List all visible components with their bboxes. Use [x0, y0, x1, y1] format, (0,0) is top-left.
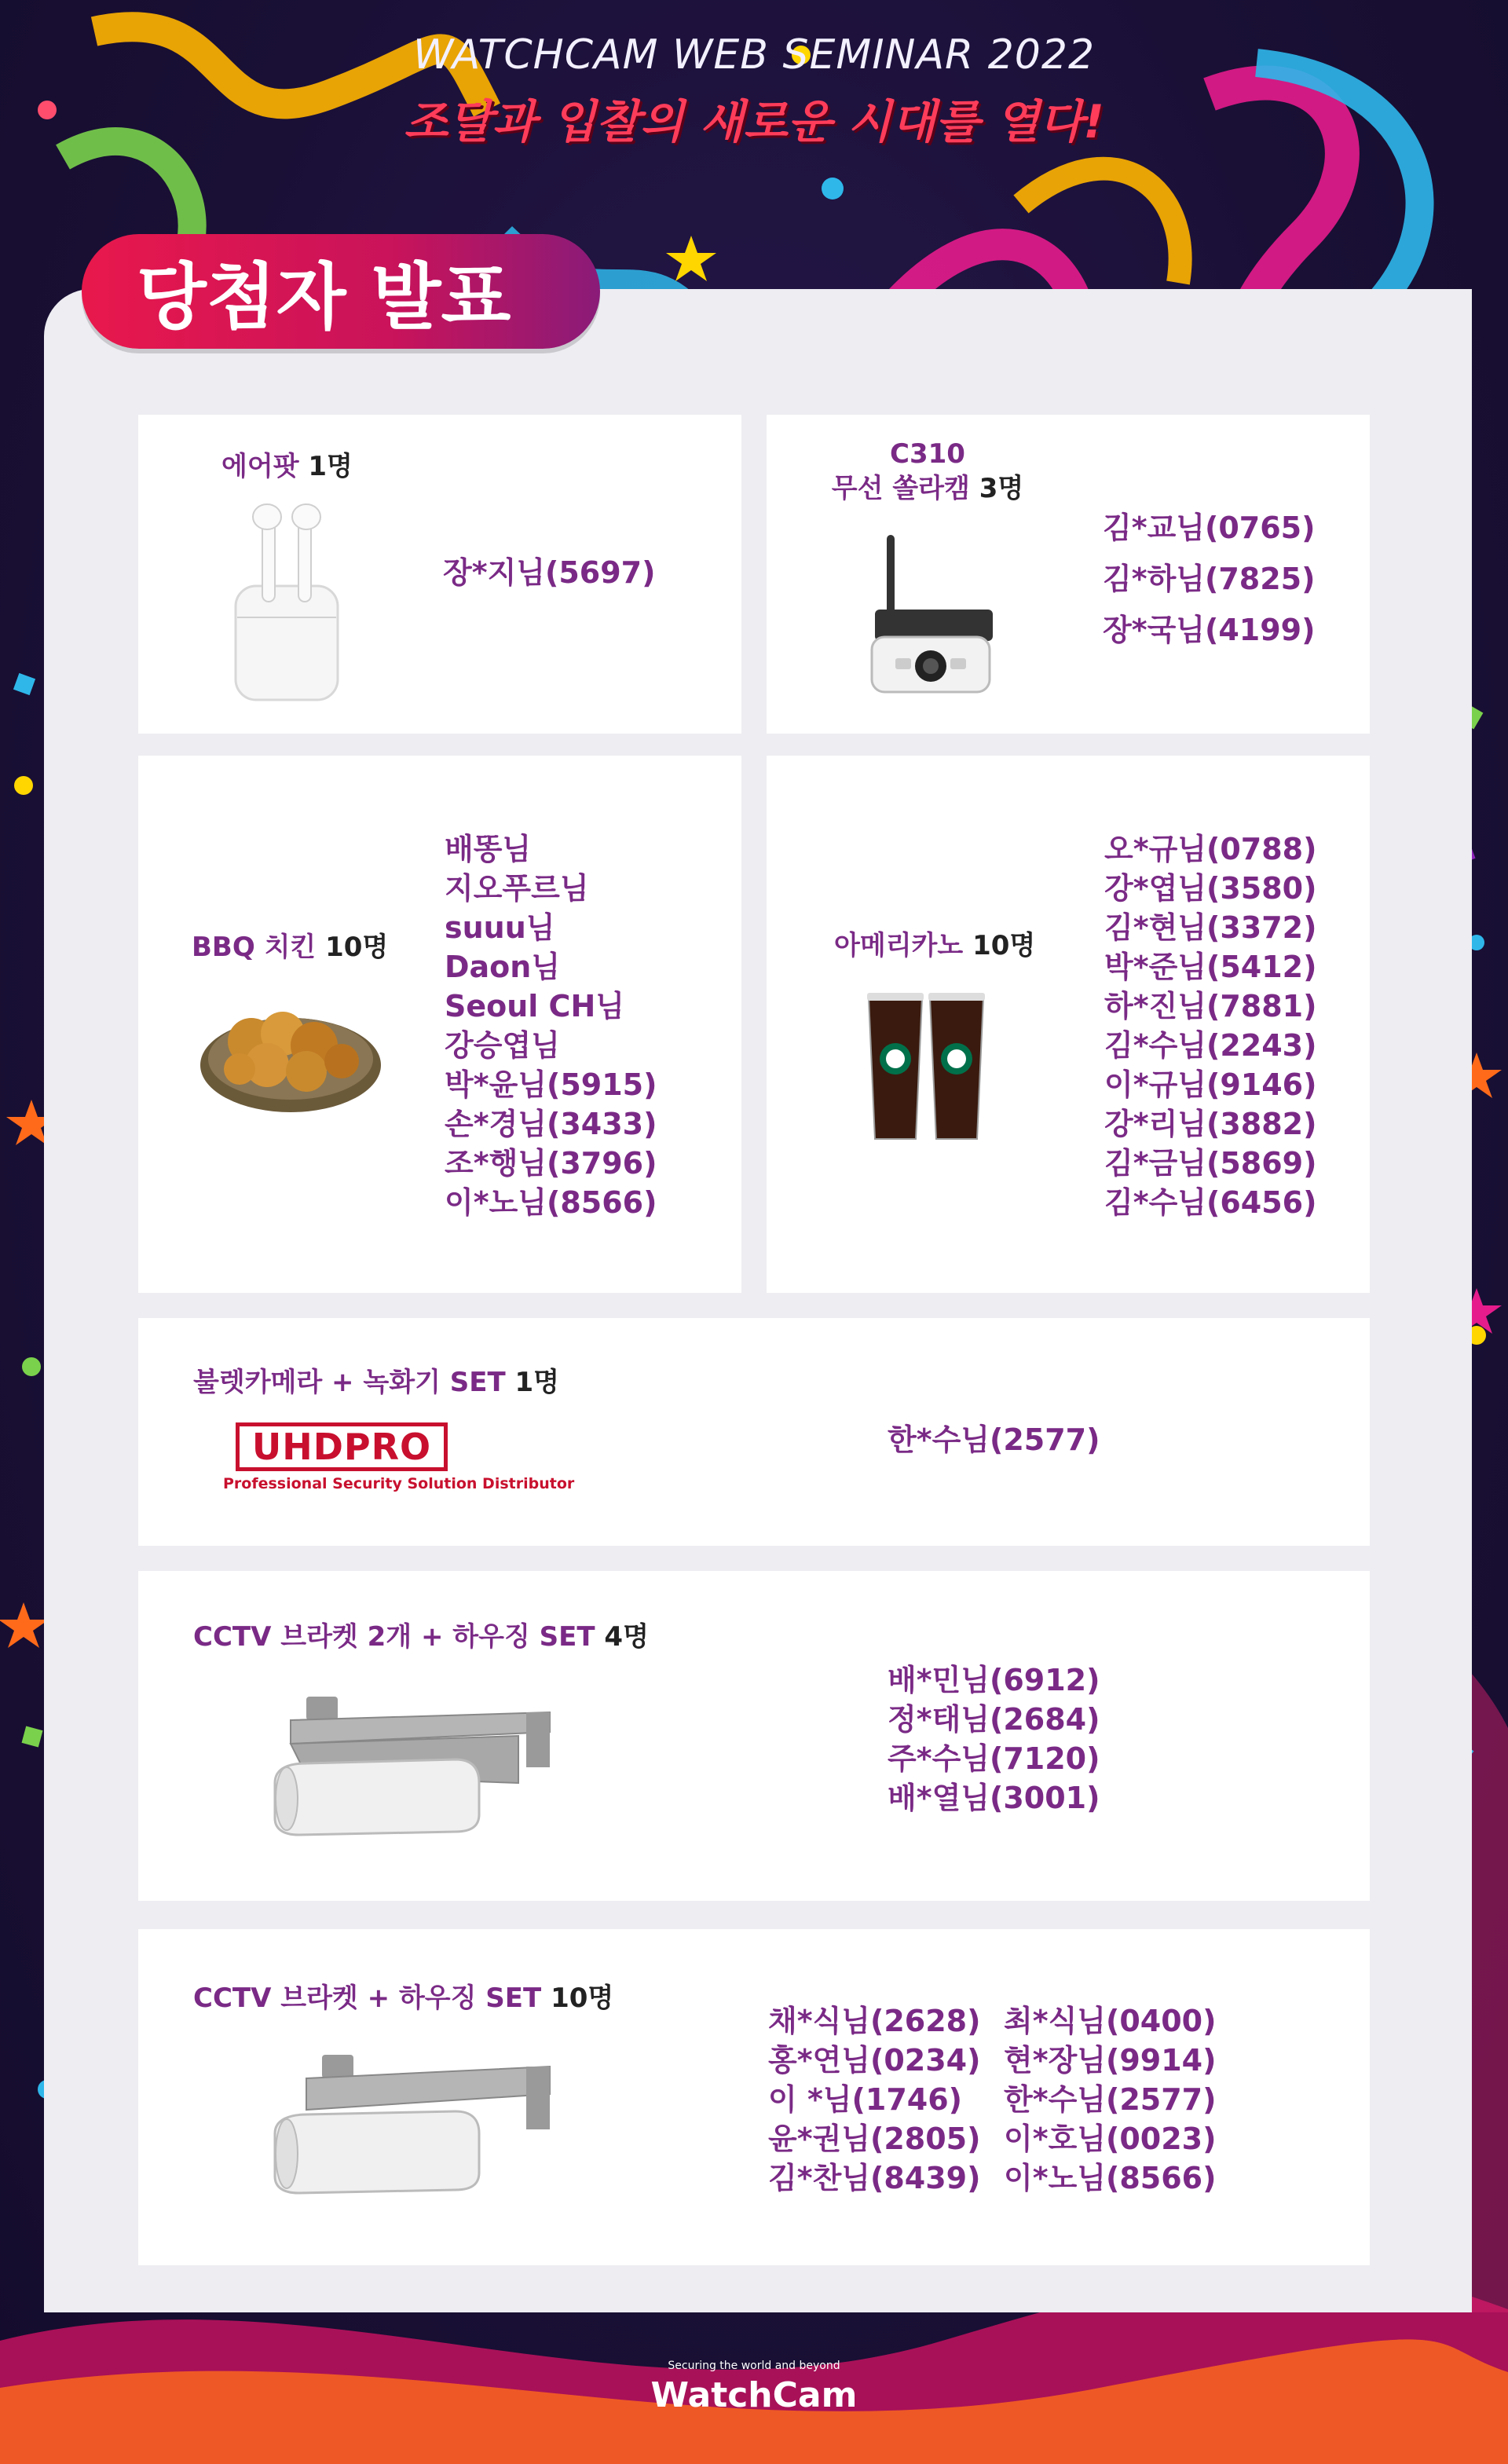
prize-count: 4명: [604, 1621, 649, 1653]
winner: 김*수님(2243): [1104, 1028, 1317, 1063]
prize-name-line2: 무선 쏠라캠: [831, 473, 970, 504]
winners-airpods: [443, 553, 656, 592]
winner: 김*금님(5869): [1104, 1146, 1317, 1181]
winners-americano: [1104, 829, 1317, 1222]
seminar-title-ko: 조달과 입찰의 새로운 시대를 열다!: [404, 95, 1104, 148]
winner: 이*규님(9146): [1104, 1067, 1317, 1102]
bracket-housing-image: [259, 1689, 573, 1846]
prize-name-line1: C310: [890, 438, 965, 470]
winner: 김*하님(7825): [1103, 562, 1316, 596]
winner: 정*태님(2684): [888, 1702, 1100, 1737]
winner: Daon님: [445, 950, 561, 984]
winner: 윤*권님(2805): [768, 2122, 981, 2156]
prize-count: 1명: [308, 451, 353, 482]
winners-bullet-camera: [888, 1420, 1100, 1459]
prize-count: 10명: [972, 930, 1036, 961]
winners-bracket-housing-col1: [768, 2001, 981, 2198]
winner: 손*경님(3433): [445, 1107, 657, 1141]
winner: 배*열님(3001): [888, 1781, 1100, 1815]
winner: 하*진님(7881): [1104, 989, 1317, 1023]
winner: 배똥님: [445, 832, 532, 866]
winner: 이*노님(8566): [1004, 2161, 1217, 2195]
prize-title-bullet-camera: [193, 1360, 559, 1399]
prize-name: 에어팟: [221, 451, 299, 482]
watchcam-logo: WatchCam: [650, 2375, 858, 2415]
winner: 한*수님(2577): [888, 1422, 1100, 1457]
winner: 박*준님(5412): [1104, 950, 1317, 984]
prize-title-bracket-2-housing: [193, 1615, 649, 1653]
chicken-image: [196, 987, 385, 1120]
prize-name: 아메리카노: [834, 930, 964, 961]
winner: 홍*연님(0234): [768, 2043, 981, 2078]
prize-count: 10명: [325, 932, 389, 963]
winner: 배*민님(6912): [888, 1663, 1100, 1697]
prize-count: 1명: [514, 1367, 560, 1398]
seminar-title-en: WATCHCAM WEB SEMINAR 2022: [412, 31, 1096, 79]
solar-camera-image: [864, 531, 997, 712]
winner: 최*식님(0400): [1004, 2004, 1217, 2038]
prize-title-c310: [829, 437, 1026, 506]
prize-count: 10명: [551, 1983, 614, 2014]
winner: 지오푸르님: [445, 871, 589, 906]
prize-name: CCTV 브라켓 2개 + 하우징 SET: [193, 1621, 595, 1653]
prize-title-bbq: [192, 925, 388, 964]
winner: 이*노님(8566): [445, 1185, 657, 1220]
winners-bracket-housing-col2: [1004, 2001, 1217, 2198]
winner: 주*수님(7120): [888, 1741, 1100, 1776]
footer-tagline: Securing the world and beyond: [668, 2360, 840, 2372]
winner: 이*호님(0023): [1004, 2122, 1217, 2156]
prize-title-airpods: [221, 445, 353, 483]
winner: 강*리님(3882): [1104, 1107, 1317, 1141]
prize-name: BBQ 치킨: [192, 932, 317, 963]
winners-bbq: [445, 829, 657, 1222]
bracket-housing-image: [259, 2047, 573, 2204]
americano-image: [864, 988, 990, 1145]
winner: 김*수님(6456): [1104, 1185, 1317, 1220]
winner: 강승엽님: [445, 1028, 560, 1063]
winner: 채*식님(2628): [768, 2004, 981, 2038]
winner: 오*규님(0788): [1104, 832, 1317, 866]
prize-name: CCTV 브라켓 + 하우징 SET: [193, 1983, 542, 2014]
winner: 박*윤님(5915): [445, 1067, 657, 1102]
winner: 이 *님(1746): [768, 2082, 963, 2117]
winner: 장*지님(5697): [443, 555, 656, 590]
winner: suuu님: [445, 910, 555, 945]
prize-title-bracket-housing: [193, 1976, 613, 2015]
winner: 조*행님(3796): [445, 1146, 657, 1181]
winner: 한*수님(2577): [1004, 2082, 1217, 2117]
prize-title-americano: [834, 924, 1035, 962]
winners-c310: [1103, 503, 1316, 656]
airpods-image: [228, 500, 346, 704]
winner: 강*엽님(3580): [1104, 871, 1317, 906]
winners-bracket-2-housing: [888, 1660, 1100, 1818]
prize-count: 3명: [979, 473, 1024, 504]
uhdpro-logo: UHDPRO: [236, 1422, 448, 1471]
winner: 현*장님(9914): [1004, 2043, 1217, 2078]
prize-name: 불렛카메라 + 녹화기 SET: [193, 1367, 506, 1398]
uhdpro-logo-subtitle: Professional Security Solution Distributor: [223, 1475, 575, 1492]
winner: 김*교님(0765): [1103, 511, 1316, 545]
winner: 김*현님(3372): [1104, 910, 1317, 945]
winners-announcement-badge: 당첨자 발표: [82, 234, 600, 349]
winner: 김*찬님(8439): [768, 2161, 981, 2195]
winner: Seoul CH님: [445, 989, 624, 1023]
winner: 장*국님(4199): [1103, 613, 1316, 647]
